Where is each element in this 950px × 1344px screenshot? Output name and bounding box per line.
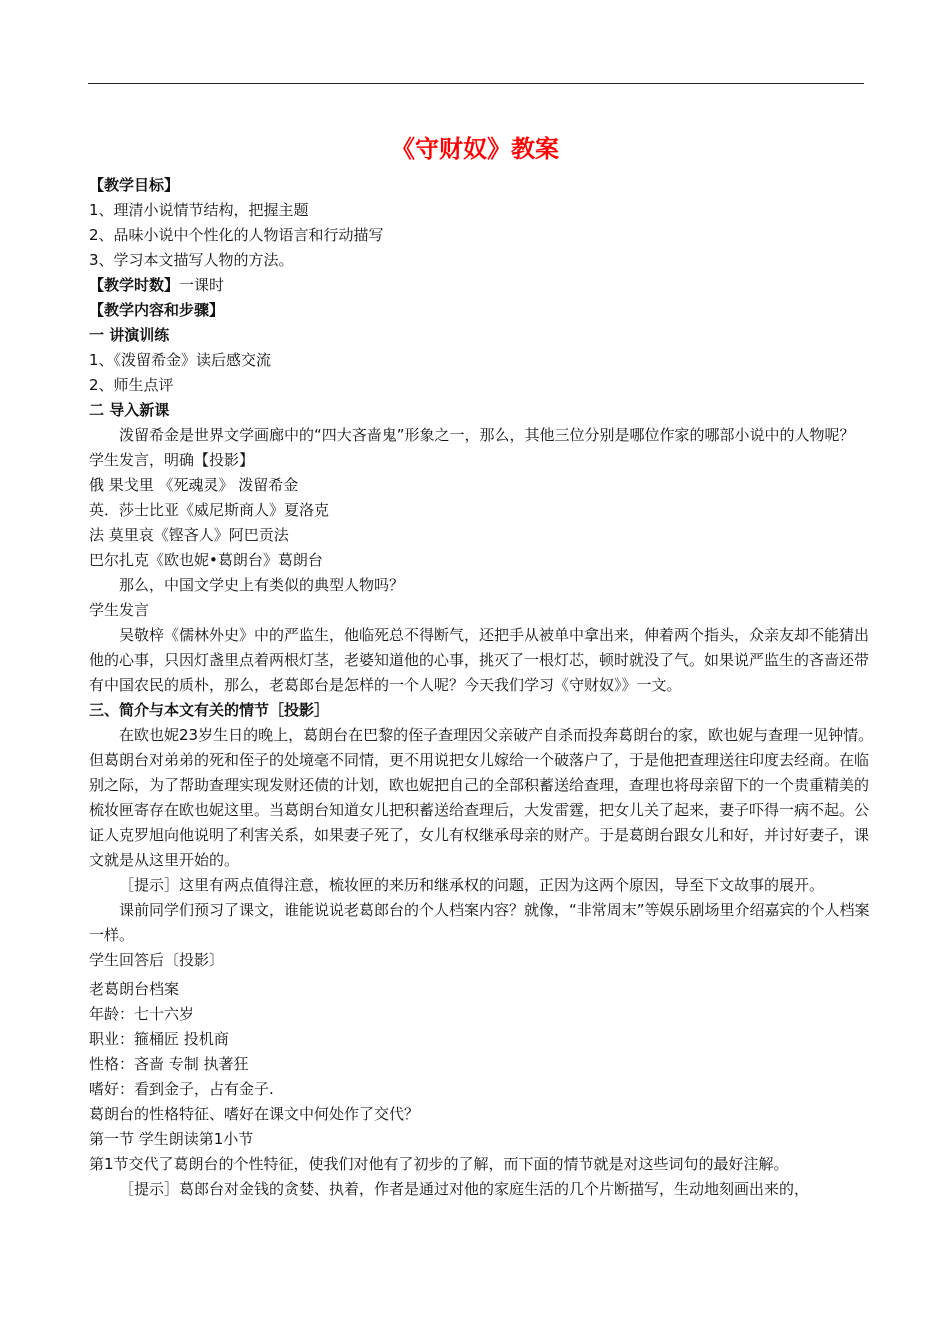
miser-item: 英．莎士比亚《威尼斯商人》夏洛克 [89, 501, 330, 519]
plot-paragraph: 在欧也妮23岁生日的晚上，葛朗台在巴黎的侄子查理因父亲破产自杀而投奔葛朗台的家，欧也妮与查理一见钟情。但葛朗台对弟弟的死和侄子的处境毫不同情，更不用说把女儿嫁给一个破落户了，于是他把查理送往印度去经商。在临别之际，为了帮助查理实现发财还债的计划，欧也妮把自己的全部积蓄送给查理，查理也将母亲留下的一个贵重精美的梳妆匣寄存在欧也妮这里。当葛朗台知道女儿把积蓄送给查理后，大发雷霆，把女儿关了起来，妻子吓得一病不起。公证人克罗旭向他说明了利害关系，如果妻子死了，女儿有权继承母亲的财产。于是葛朗台跟女儿和好，并讨好妻子，课文就是从这里开始的。 [89, 726, 874, 869]
goals-heading: 【教学目标】 [89, 176, 180, 194]
part3-heading: 三、简介与本文有关的情节［投影］ [89, 701, 330, 719]
china-question: 那么，中国文学史上有类似的典型人物吗？ [119, 576, 405, 594]
page-title: 《守财奴》教案 [391, 135, 559, 163]
part1-heading: 一 讲演训练 [89, 326, 170, 344]
miser-item: 俄 果戈里 《死魂灵》 泼留希金 [89, 476, 299, 494]
hours-label: 【教学时数】 [89, 276, 180, 294]
header-rule [88, 83, 864, 84]
section-1-note: 第1节交代了葛朗台的个性特征，使我们对他有了初步的了解，而下面的情节就是对这些词句的最好注解。 [89, 1155, 789, 1173]
hours-value: 一课时 [179, 276, 225, 294]
part2-heading: 二 导入新课 [89, 401, 170, 419]
part1-item: 2、师生点评 [89, 376, 174, 394]
hint-paragraph: ［提示］葛郎台对金钱的贪婪、执着，作者是通过对他的家庭生活的几个片断描写，生动地刻画出来的， [119, 1180, 810, 1198]
profile-title: 老葛朗台档案 [89, 980, 180, 998]
profile-character: 性格：吝啬 专制 执著狂 [89, 1055, 249, 1073]
section-1-heading: 第一节 学生朗读第1小节 [89, 1130, 254, 1148]
after-answer: 学生回答后〔投影〕 [89, 951, 225, 969]
yan-jiansheng-paragraph: 吴敬梓《儒林外史》中的严监生，他临死总不得断气，还把手从被单中拿出来，伸着两个指头，众亲友却不能猜出他的心事，只因灯盏里点着两根灯茎，老婆知道他的心事，挑灭了一根灯芯，顿时就没了气。如果说严监生的吝啬还带有中国农民的质朴，那么，老葛郎台是怎样的一个人呢？今天我们学习《守财奴》》一文。 [89, 626, 870, 694]
part2-intro: 泼留希金是世界文学画廊中的“四大吝啬鬼”形象之一，那么，其他三位分别是哪位作家的哪部小说中的人物呢？ [119, 426, 855, 444]
profile-age: 年龄：七十六岁 [89, 1005, 195, 1023]
profile-hobby: 嗜好：看到金子，占有金子. [89, 1080, 274, 1098]
profile-question: 课前同学们预习了课文，谁能说说老葛郎台的个人档案内容？就像，“非常周末”等娱乐剧场里介绍嘉宾的个人档案一样。 [89, 901, 870, 944]
document-body [89, 173, 879, 1202]
part1-item: 1、《泼留希金》读后感交流 [89, 351, 272, 369]
hint-paragraph: ［提示］这里有两点值得注意，梳妆匣的来历和继承权的问题，正因为这两个原因，导至下文故事的展开。 [119, 876, 825, 894]
miser-item: 法 莫里哀《铿吝人》阿巴贡法 [89, 526, 289, 544]
steps-heading: 【教学内容和步骤】 [89, 301, 225, 319]
goal-item: 3、学习本文描写人物的方法。 [89, 251, 294, 269]
goal-item: 2、品味小说中个性化的人物语言和行动描写 [89, 226, 384, 244]
where-question: 葛朗台的性格特征、嗜好在课文中何处作了交代？ [89, 1105, 420, 1123]
goal-item: 1、理清小说情节结构，把握主题 [89, 201, 309, 219]
teaching-hours [89, 273, 879, 298]
miser-item: 巴尔扎克《欧也妮•葛朗台》葛朗台 [89, 551, 323, 569]
students-speak-clarify: 学生发言，明确【投影】 [89, 451, 255, 469]
profile-job: 职业：箍桶匠 投机商 [89, 1030, 229, 1048]
students-speak: 学生发言 [89, 601, 150, 619]
